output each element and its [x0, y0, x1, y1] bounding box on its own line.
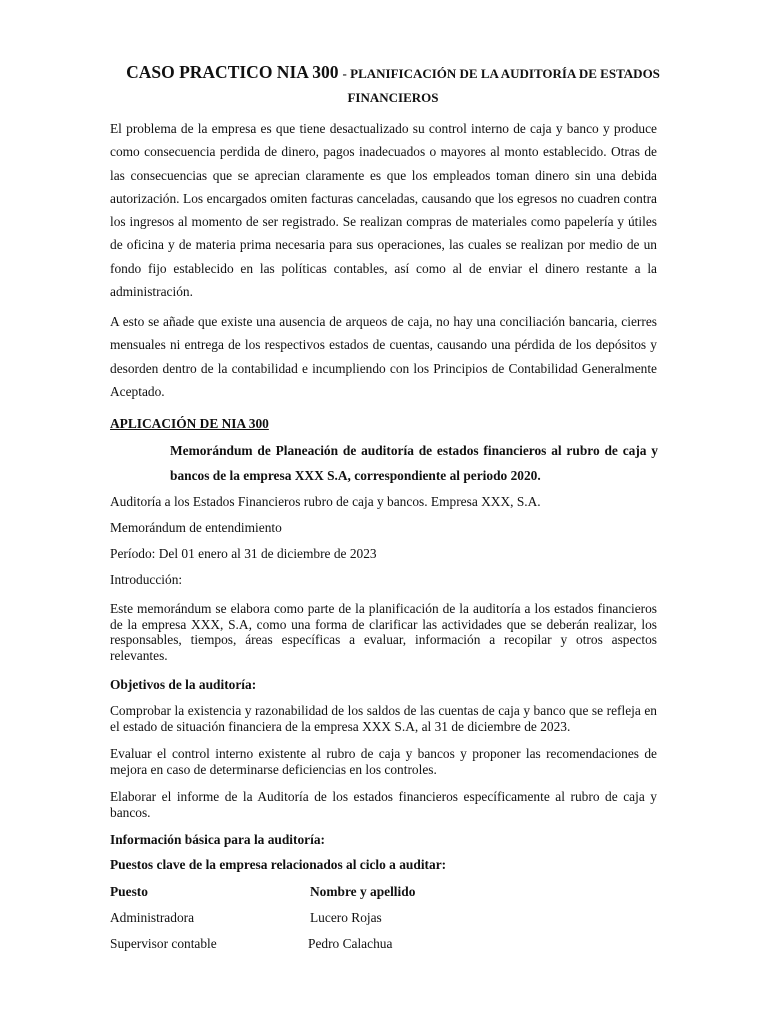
- introduction-label: Introducción:: [110, 572, 183, 587]
- memo-type-line: Memorándum de entendimiento: [110, 520, 282, 535]
- objective-1: Comprobar la existencia y razonabilidad de los saldos de las cuentas de caja y banco que se refleja en el estado de situación financiera de la empresa XXX S.A, al 31 de diciembre de 2023.: [110, 703, 657, 734]
- objectives-heading: Objetivos de la auditoría:: [110, 677, 257, 692]
- document-title: [100, 60, 686, 110]
- table-row-position: Administradora: [110, 910, 195, 925]
- section-heading: APLICACIÓN DE NIA 300: [110, 416, 269, 431]
- memo-paragraph: Este memorándum se elabora como parte de la planificación de la auditoría a los estados financieros de la empresa XXX, S.A, como una forma de clarificar las actividades que se deberán realizar, los responsables, tiempos, áreas específicas a evaluar, información a recopilar y otros aspectos relevantes.: [110, 601, 657, 663]
- memo-title: Memorándum de Planeación de auditoría de estados financieros al rubro de caja y bancos de la empresa XXX S.A, correspondiente al periodo 2020.: [170, 443, 658, 483]
- objective-3: Elaborar el informe de la Auditoría de los estados financieros específicamente al rubro de caja y bancos.: [110, 789, 657, 820]
- objective-2: Evaluar el control interno existente al rubro de caja y bancos y proponer las recomendaciones de mejora en caso de determinarse deficiencias en los controles.: [110, 746, 657, 777]
- title-main: CASO PRACTICO NIA 300: [126, 62, 339, 82]
- intro-paragraph-2: A esto se añade que existe una ausencia de arqueos de caja, no hay una conciliación bancaria, cierres mensuales ni entrega de los respectivos estados de cuentas, causando una pérdida de los depósitos y desorden dentro de la contabilidad e incumpliendo con los Principios de Contabilidad Generalmente Aceptado.: [110, 314, 657, 399]
- basic-info-heading: Información básica para la auditoría:: [110, 832, 325, 847]
- audit-scope-line: Auditoría a los Estados Financieros rubro de caja y bancos. Empresa XXX, S.A.: [110, 494, 541, 509]
- intro-paragraph-1: El problema de la empresa es que tiene desactualizado su control interno de caja y banco y produce como consecuencia perdida de dinero, pagos inadecuados o mayores al monto establecido. Otras de las consecuencias que se aprecian claramente es que los empleados toman dinero sin una debida autorización. Los encargados omiten facturas canceladas, causando que los egresos no cuadren contra los ingresos al momento de ser registrado. Se realizan compras de materiales como papelería y útiles de oficina y de materia prima necesaria para sus operaciones, las cuales se realizan por medio de un fondo fijo establecido en las políticas contables, así como al de enviar el dinero restante a la administración.: [110, 121, 657, 300]
- table-row-name: Lucero Rojas: [310, 910, 382, 925]
- table-header-name: Nombre y apellido: [310, 884, 416, 899]
- title-subtitle: - PLANIFICACIÓN DE LA AUDITORÍA DE ESTADOS FINANCIEROS: [342, 66, 660, 105]
- table-row-name: Pedro Calachua: [308, 936, 393, 951]
- table-header-position: Puesto: [110, 884, 148, 899]
- key-positions-heading: Puestos clave de la empresa relacionados al ciclo a auditar:: [110, 857, 447, 872]
- table-row-position: Supervisor contable: [110, 936, 217, 951]
- period-line: Período: Del 01 enero al 31 de diciembre de 2023: [110, 546, 377, 561]
